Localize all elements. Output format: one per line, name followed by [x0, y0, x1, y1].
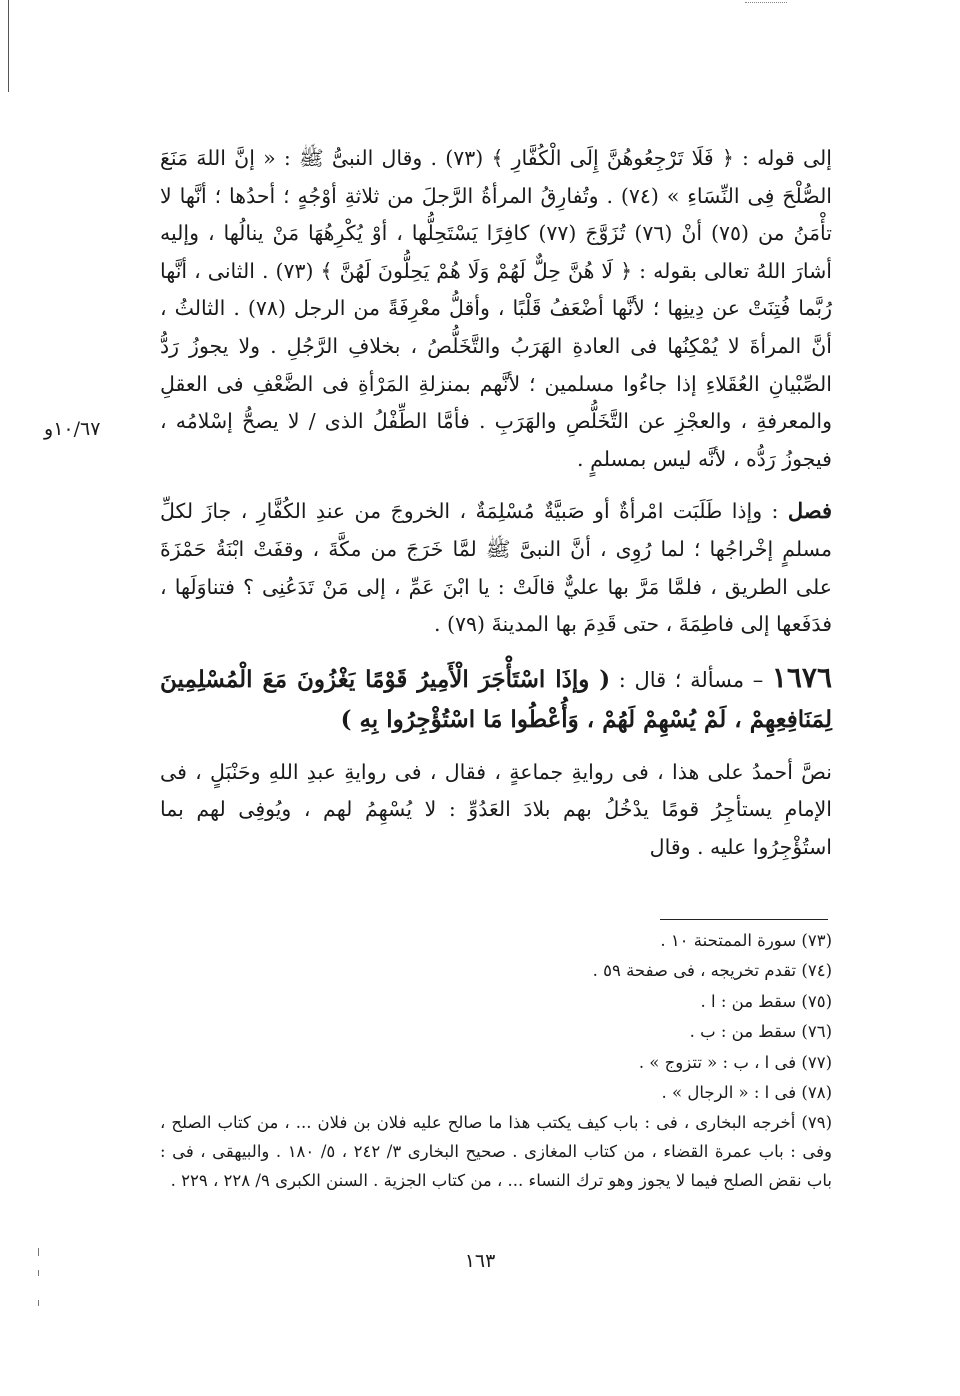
- page-number: ١٦٣: [464, 1250, 496, 1272]
- footnote: (٧٥) سقط من : ا .: [700, 991, 832, 1011]
- footnote: (٧٤) تقدم تخريجه ، فى صفحة ٥٩ .: [592, 961, 832, 981]
- margin-folio-note: ١٠/٦٧و: [44, 418, 101, 440]
- masala-number: ١٦٧٦: [771, 660, 832, 694]
- footnote: (٧٧) فى ا ، ب : « تتزوج » .: [638, 1052, 832, 1072]
- scan-edge-line: [8, 0, 9, 92]
- footnote-divider: [660, 919, 828, 920]
- footnote: (٧٩) أخرجه البخارى ، فى : باب كيف يكتب هذا ما صالح عليه فلان بن فلان ... ، من كتاب الصلح ، وفى : باب عمرة القضاء ، من كتاب المغازى . صحيح البخارى ٣/ ٢٤٢ ، ٥/ ١٨٠ . والبيهقى ، فى : باب نقض الصلح فيما لا يجوز وهو ترك النساء ... ، من كتاب الجزية . السنن الكبرى ٩/ ٢٢٨ ، ٢٢٩ .: [160, 1113, 832, 1191]
- scan-speck: [38, 1300, 39, 1306]
- scan-speck: [38, 1270, 39, 1276]
- paragraph-commentary: نصَّ أحمدُ على هذا ، فى روايةِ جماعةٍ ، فقال ، فى روايةِ عبدِ اللهِ وحَنْبَلٍ ، فى الإمامِ يستأجِرُ قومًا يدْخُلُ بهم بلادَ العَدُوِّ : لا يُسْهِمُ لهم ، ويُوفِى لهم بما استُؤْجِرُوا عليه . وقال: [160, 759, 832, 859]
- section-label: فصل: [787, 498, 832, 524]
- masala-prefix: مسألة ؛ قال :: [610, 667, 745, 692]
- footnote: (٧٦) سقط من : ب .: [689, 1022, 832, 1042]
- masala-dash: –: [744, 667, 772, 692]
- masala-heading: [160, 658, 832, 740]
- main-text: [160, 140, 832, 867]
- scan-speck: [38, 1248, 39, 1256]
- scan-top-mark: [745, 2, 787, 4]
- paragraph-opening: إلى قوله : ﴿ فَلَا تَرْجِعُوهُنَّ إِلَى الْكُفَّارِ ﴾ (٧٣) . وقال النبىُّ ﷺ : « إنَّ اللهَ مَنَعَ الصُّلْحَ فِى النِّسَاءِ » (٧٤) . وتُفارِقُ المرأةُ الرَّجلَ من ثلاثةِ أوْجُهٍ ؛ أحدُها ؛ أنَّها لا تأْمَنُ من (٧٥) أنْ (٧٦) تُزَوَّجَ (٧٧) كافِرًا يَسْتَحِلُّها ، أوْ يُكْرِهُهَا مَنْ ينالُها ، وإليه أشارَ اللهُ تعالى بقوله : ﴿ لَا هُنَّ حِلٌّ لَهُمْ وَلَا هُمْ يَحِلُّونَ لَهُنَّ ﴾ (٧٣) . الثانى ، أنَّها رُبَّما فُتِنَتْ عن دِينِها ؛ لأنَّها أضْعَفُ قَلْبًا ، وأقلُّ معْرِفَةً من الرجل (٧٨) . الثالثُ ، أنَّ المرأةَ لا يُمْكِنُها فى العادةِ الهَرَبُ والتَّخَلُّصُ ، بخلافِ الرَّجُلِ . ولا يجوزُ رَدُّ الصِّبْيانِ العُقَلاءِ إذا جاءُوا مسلمين ؛ لأنَّهم بمنزلةِ المَرْأةِ فى الضَّعْفِ فى العقلِ والمعرفةِ ، والعجْزِ عن التَّخَلُّصِ والهَرَبِ . فأمَّا الطِّفْلُ الذى / لا يصحُّ إسْلامُه ، فيجوزُ رَدُّه ، لأنَّه ليس بمسلمٍ .: [160, 146, 833, 471]
- footnote: (٧٨) فى ا : « الرجال » .: [661, 1083, 832, 1103]
- footnotes: [160, 926, 832, 1195]
- masala-text: ( وإذَا اسْتَأْجَرَ الْأَمِيرُ قَوْمًا يَغْزُونَ مَعَ الْمُسْلِمِينَ لِمَنَافِعِهِمْ ، لَمْ يُسْهِمْ لَهُمْ ، وَأُعْطُوا مَا اسْتُؤْجِرُوا بِهِ ): [160, 665, 832, 733]
- footnote: (٧٣) سورة الممتحنة ١٠ .: [660, 931, 832, 950]
- paragraph-fasl: [160, 492, 832, 643]
- paragraph-fasl-text: : وإذا طَلَبَت امْرأةٌ أو صَبيَّةٌ مُسْلِمَةٌ ، الخروجَ من عندِ الكُفَّارِ ، جازَ لكلِّ مسلمٍ إخْراجُها ؛ لما رُوِى ، أنَّ النبىَّ ﷺ لمَّا خَرَجَ من مكَّةَ ، وقفَتْ ابْنَةُ حَمْزَةَ على الطريق ، فلمَّا مَرَّ بها عليٌّ قالَتْ : يا ابْنَ عَمِّ ، إلى مَنْ تَدَعُنِى ؟ فتناوَلَها ، فدَفَعها إلى فاطِمَةَ ، حتى قَدِمَ بها المدينةَ (٧٩) .: [160, 499, 832, 637]
